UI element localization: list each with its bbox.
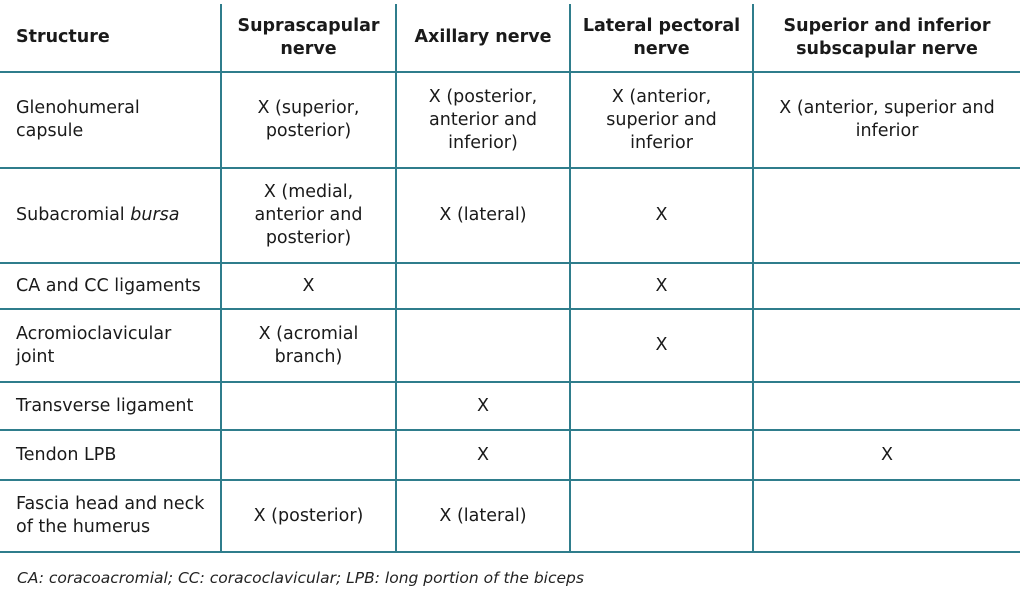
table-cell xyxy=(570,480,753,552)
table-cell: X (lateral) xyxy=(396,168,570,263)
table-cell xyxy=(753,168,1020,263)
table-cell: X (lateral) xyxy=(396,480,570,552)
table-cell xyxy=(396,309,570,382)
table-cell xyxy=(753,382,1020,430)
row-structure-label xyxy=(0,168,221,263)
table-row xyxy=(0,430,1020,480)
table-row xyxy=(0,72,1020,168)
structure-text: Transverse ligament xyxy=(16,395,194,416)
table-cell: X (medial, anterior and posterior) xyxy=(221,168,396,263)
table-cell: X xyxy=(396,430,570,480)
table-cell: X xyxy=(396,382,570,430)
table-cell: X xyxy=(570,168,753,263)
structure-text: Subacromial xyxy=(16,205,125,225)
table-cell: X (posterior, anterior and inferior) xyxy=(396,72,570,168)
table-cell xyxy=(753,263,1020,309)
table-cell: X xyxy=(753,430,1020,480)
table-cell: X (anterior, superior and inferior xyxy=(753,72,1020,168)
structure-emphasis-text: bursa xyxy=(130,205,180,225)
table-cell xyxy=(570,382,753,430)
structure-text: CA and CC ligaments xyxy=(16,275,201,296)
table-row xyxy=(0,382,1020,430)
header-lateral-pectoral-nerve: Lateral pectoral nerve xyxy=(570,4,753,72)
structure-text: Tendon LPB xyxy=(16,444,117,465)
table-cell: X (acromial branch) xyxy=(221,309,396,382)
header-axillary-nerve: Axillary nerve xyxy=(396,4,570,72)
header-suprascapular-nerve: Suprascapular nerve xyxy=(221,4,396,72)
table-footnote: CA: coracoacromial; CC: coracoclavicular; LPB: long portion of the biceps xyxy=(17,569,584,587)
row-structure-label xyxy=(0,72,221,168)
nerve-structure-table xyxy=(0,4,1020,553)
table-cell: X xyxy=(570,263,753,309)
table-cell xyxy=(570,430,753,480)
table-cell xyxy=(753,309,1020,382)
structure-text: Fascia head and neck of the humerus xyxy=(16,494,205,537)
table-row xyxy=(0,480,1020,552)
table-cell xyxy=(753,480,1020,552)
table-cell: X (superior, posterior) xyxy=(221,72,396,168)
table-cell xyxy=(221,382,396,430)
table-row xyxy=(0,309,1020,382)
row-structure-label xyxy=(0,382,221,430)
row-structure-label xyxy=(0,430,221,480)
structure-text: Acromioclavicular joint xyxy=(16,323,172,367)
header-structure: Structure xyxy=(0,4,221,72)
structure-text: Glenohumeral capsule xyxy=(16,98,140,141)
table-header-row xyxy=(0,4,1020,72)
table-cell: X (posterior) xyxy=(221,480,396,552)
table-cell xyxy=(396,263,570,309)
table-cell: X xyxy=(221,263,396,309)
row-structure-label xyxy=(0,309,221,382)
table-cell: X (anterior, superior and inferior xyxy=(570,72,753,168)
row-structure-label xyxy=(0,263,221,309)
row-structure-label xyxy=(0,480,221,552)
table-cell xyxy=(221,430,396,480)
header-subscapular-nerve: Superior and inferior subscapular nerve xyxy=(753,4,1020,72)
table-row xyxy=(0,263,1020,309)
table-row xyxy=(0,168,1020,263)
table-cell: X xyxy=(570,309,753,382)
